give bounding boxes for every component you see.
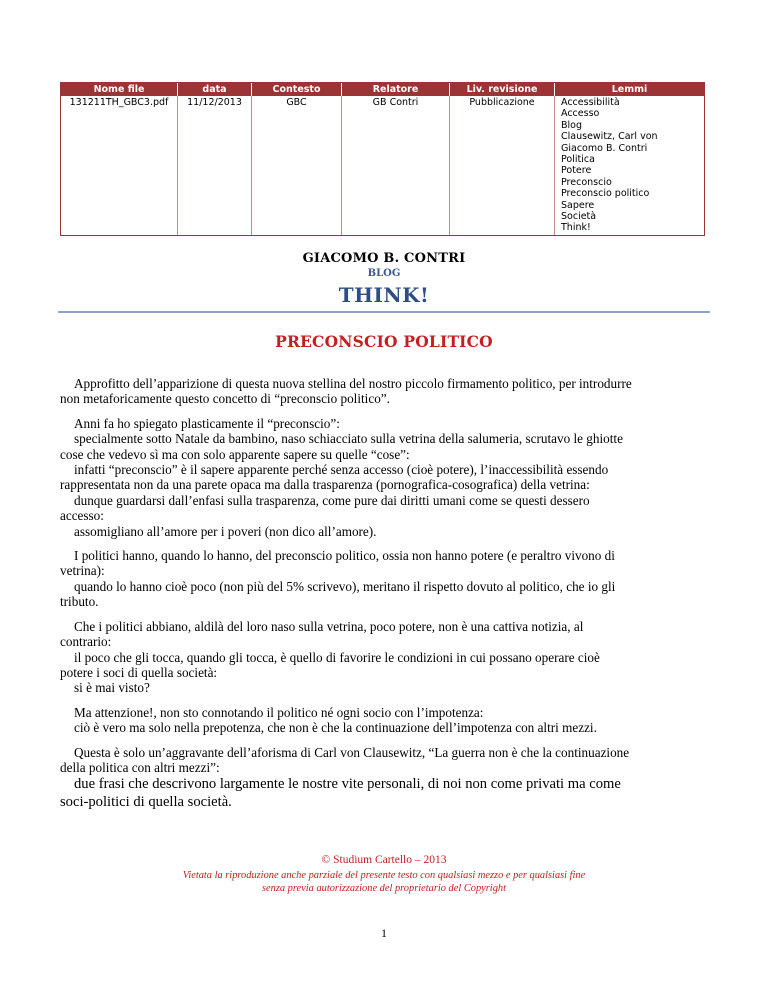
text-line: cose che vedevo sì ma con solo apparente sapere su quelle “cose”:: [60, 446, 410, 462]
text-line: assomigliano all’amore per i poveri (non dico all’amore).: [74, 523, 377, 539]
header-liv-revisione: Liv. revisione: [450, 83, 555, 97]
think-title: THINK!: [338, 283, 430, 307]
lemma-item: Accesso: [561, 108, 600, 120]
lemma-item: Think!: [561, 222, 591, 234]
blog-label: BLOG: [367, 268, 401, 279]
cell-liv-revisione: Pubblicazione: [450, 96, 555, 235]
text-line: il poco che gli tocca, quando gli tocca, è quello di favorire le condizioni in cui possano operare cioè: [74, 649, 600, 665]
cell-contesto: GBC: [252, 96, 342, 235]
lemma-item: Società: [561, 211, 597, 223]
header-nome-file: Nome file: [61, 83, 178, 97]
page-number: 1: [381, 926, 387, 940]
text-line: soci-politici di quella società.: [60, 794, 232, 811]
lemma-item: Accessibilità: [561, 97, 620, 108]
text-line: quando lo hanno cioè poco (non più del 5% scrivevo), meritano il rispetto dovuto al politico, che io gli: [74, 578, 616, 594]
warning-line: Vietata la riproduzione anche parziale del presente testo con qualsiasi mezzo e per qualsiasi fine: [182, 870, 586, 881]
lemma-item: Preconscio: [561, 176, 612, 188]
text-line: vetrina):: [60, 563, 105, 579]
cell-data: 11/12/2013: [178, 96, 252, 235]
lemma-item: Politica: [561, 154, 595, 166]
article-title: PRECONSCIO POLITICO: [275, 332, 493, 351]
text-line: non metaforicamente questo concetto di “preconscio politico”.: [60, 391, 390, 407]
text-line: della politica con altri mezzi”:: [60, 759, 220, 775]
paragraph: [60, 416, 710, 539]
lemma-item: Sapere: [561, 199, 595, 211]
text-line: specialmente sotto Natale da bambino, naso schiacciato sulla vetrina della salumeria, scrutavo le ghiotte: [74, 431, 623, 447]
text-line: Ma attenzione!, non sto connotando il politico né ogni socio con l’impotenza:: [74, 704, 484, 720]
header-relatore: Relatore: [342, 83, 450, 97]
lemma-item: Potere: [561, 165, 592, 177]
text-line: Questa è solo un’aggravante dell’aforisma di Carl von Clausewitz, “La guerra non è che la continuazione: [74, 744, 630, 760]
cell-lemmi: [555, 96, 705, 235]
cell-nome-file: 131211TH_GBC3.pdf: [61, 96, 178, 235]
text-line: tributo.: [60, 594, 99, 610]
cell-relatore: GB Contri: [342, 96, 450, 235]
text-line: due frasi che descrivono largamente le nostre vite personali, di noi non come privati ma come: [74, 776, 621, 793]
metadata-table: [60, 82, 705, 236]
text-line: Approfitto dell’apparizione di questa nuova stellina del nostro piccolo firmamento politico, per introdurre: [74, 376, 632, 391]
text-line: rappresentata non da una parete opaca ma dalla trasparenza (pornografica-cosografica) della vetrina:: [60, 477, 590, 493]
lemma-item: Blog: [561, 119, 582, 131]
text-line: accesso:: [60, 508, 104, 524]
text-line: ciò è vero ma solo nella prepotenza, che non è che la continuazione dell’impotenza con altri mezzi.: [74, 720, 597, 736]
header-divider: [58, 311, 710, 313]
header-contesto: Contesto: [252, 83, 342, 97]
header-data: data: [178, 83, 252, 97]
copyright-line: © Studium Cartello – 2013: [321, 854, 447, 866]
paragraph: [60, 376, 710, 407]
text-line: si è mai visto?: [74, 680, 150, 696]
text-line: potere i soci di quella società:: [60, 664, 218, 680]
header-lemmi: Lemmi: [555, 83, 705, 97]
article-body: [60, 376, 710, 811]
text-line: Che i politici abbiano, aldilà del loro naso sulla vetrina, poco potere, non è una cattiva notizia, al: [74, 618, 584, 634]
text-line: infatti “preconscio” è il sapere apparente perché senza accesso (cioè potere), l’inaccessibilità essendo: [74, 462, 609, 478]
text-line: dunque guardarsi dall’enfasi sulla trasparenza, come pure dai diritti umani come se questi dessero: [74, 492, 590, 508]
paragraph: [60, 745, 710, 812]
lemma-item: Giacomo B. Contri: [561, 142, 648, 154]
paragraph: [60, 619, 710, 696]
lemma-item: Clausewitz, Carl von: [561, 131, 658, 143]
lemma-item: Preconscio politico: [561, 188, 650, 200]
text-line: contrario:: [60, 634, 112, 650]
metadata-value-row: [61, 96, 705, 235]
text-line: I politici hanno, quando lo hanno, del preconscio politico, ossia non hanno potere (e peraltro vivono di: [74, 548, 615, 564]
metadata-header-row: [61, 83, 705, 97]
text-line: Anni fa ho spiegato plasticamente il “preconscio”:: [74, 415, 340, 431]
paragraph: [60, 705, 710, 736]
author-name: GIACOMO B. CONTRI: [302, 251, 466, 266]
warning-line: senza previa autorizzazione del proprietario del Copyright: [262, 883, 506, 894]
copyright-warning: [0, 869, 768, 895]
paragraph: [60, 548, 710, 610]
